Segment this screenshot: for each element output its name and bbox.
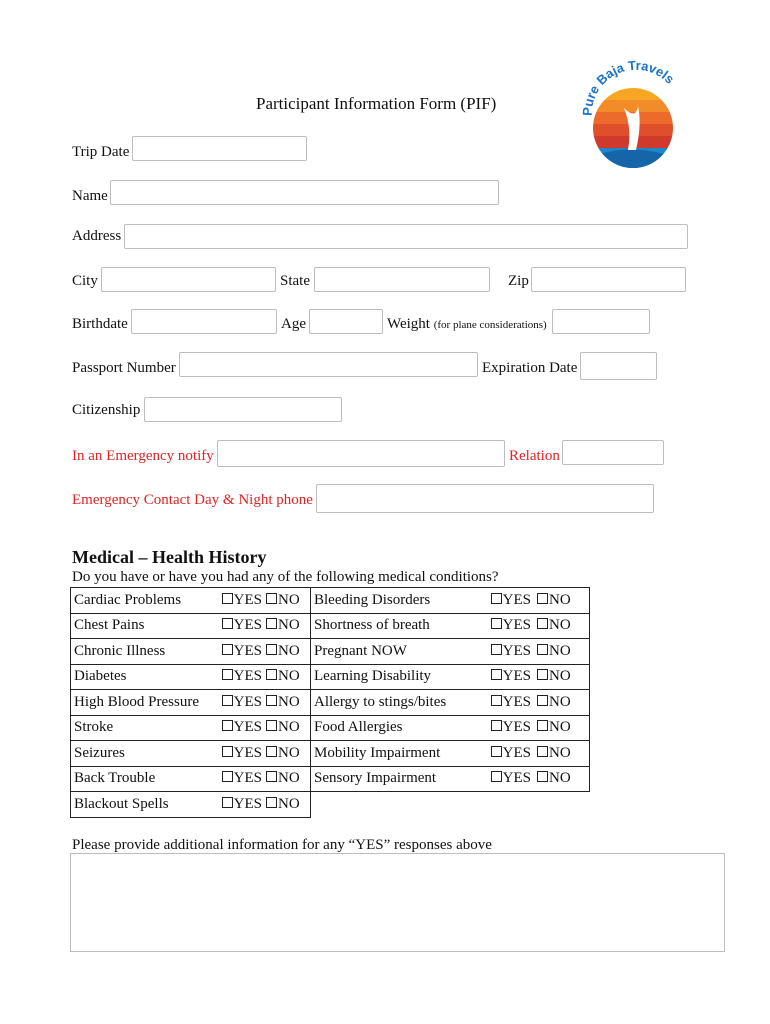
condition-label: Cardiac Problems xyxy=(71,588,200,614)
condition-label: Chronic Illness xyxy=(71,639,200,665)
checkbox-icon[interactable] xyxy=(222,720,233,731)
checkbox-icon[interactable] xyxy=(266,771,277,782)
condition-label: Shortness of breath xyxy=(311,613,465,639)
yes-checkbox[interactable] xyxy=(464,690,535,716)
checkbox-icon[interactable] xyxy=(266,618,277,629)
weight-field[interactable] xyxy=(552,309,650,334)
address-label: Address xyxy=(72,228,122,244)
yes-checkbox[interactable] xyxy=(199,741,266,767)
table-row xyxy=(71,588,590,614)
birthdate-field[interactable] xyxy=(131,309,277,334)
condition-label: Back Trouble xyxy=(71,766,200,792)
yes-checkbox[interactable] xyxy=(199,639,266,665)
condition-label: Diabetes xyxy=(71,664,200,690)
no-checkbox[interactable] xyxy=(266,715,311,741)
condition-label: Mobility Impairment xyxy=(311,741,465,767)
no-checkbox-label: NO xyxy=(549,719,571,736)
checkbox-icon[interactable] xyxy=(537,618,548,629)
form-title: Participant Information Form (PIF) xyxy=(256,94,497,113)
checkbox-icon[interactable] xyxy=(222,593,233,604)
yes-checkbox-label: YES xyxy=(233,668,262,685)
no-checkbox[interactable] xyxy=(535,613,590,639)
weight-label xyxy=(387,316,547,333)
yes-checkbox-label: YES xyxy=(233,744,262,761)
medical-question: Do you have or have you had any of the following medical conditions? xyxy=(72,569,499,585)
checkbox-icon[interactable] xyxy=(537,644,548,655)
checkbox-icon[interactable] xyxy=(266,669,277,680)
yes-checkbox[interactable] xyxy=(199,613,266,639)
condition-label: Bleeding Disorders xyxy=(311,588,465,614)
yes-checkbox-label: YES xyxy=(502,770,531,787)
no-checkbox[interactable] xyxy=(535,664,590,690)
checkbox-icon[interactable] xyxy=(491,720,502,731)
checkbox-icon[interactable] xyxy=(537,771,548,782)
yes-checkbox[interactable] xyxy=(464,766,535,792)
condition-label: Blackout Spells xyxy=(71,792,200,818)
emergency-phone-field[interactable] xyxy=(316,484,654,513)
no-checkbox[interactable] xyxy=(535,715,590,741)
weight-note: (for plane considerations) xyxy=(433,319,547,331)
no-checkbox-label: NO xyxy=(278,617,300,634)
empty-cell xyxy=(311,792,590,818)
yes-checkbox[interactable] xyxy=(464,715,535,741)
state-field[interactable] xyxy=(314,267,490,292)
checkbox-icon[interactable] xyxy=(222,695,233,706)
no-checkbox[interactable] xyxy=(535,639,590,665)
no-checkbox[interactable] xyxy=(266,639,311,665)
svg-text:Pure Baja Travels: Pure Baja Travels xyxy=(580,58,678,117)
weight-label-text: Weight xyxy=(387,316,430,332)
checkbox-icon[interactable] xyxy=(266,695,277,706)
no-checkbox-label: NO xyxy=(278,719,300,736)
checkbox-icon[interactable] xyxy=(491,593,502,604)
table-row xyxy=(71,741,590,767)
relation-label: Relation xyxy=(509,448,560,464)
yes-checkbox[interactable] xyxy=(199,690,266,716)
medical-conditions-table xyxy=(70,587,590,818)
checkbox-icon[interactable] xyxy=(491,746,502,757)
expiration-date-label: Expiration Date xyxy=(482,360,578,376)
checkbox-icon[interactable] xyxy=(222,618,233,629)
checkbox-icon[interactable] xyxy=(266,797,277,808)
yes-checkbox[interactable] xyxy=(199,588,266,614)
table-row xyxy=(71,792,590,818)
address-field[interactable] xyxy=(124,224,688,249)
citizenship-field[interactable] xyxy=(144,397,342,422)
no-checkbox-label: NO xyxy=(278,642,300,659)
no-checkbox-label: NO xyxy=(549,617,571,634)
yes-checkbox-label: YES xyxy=(502,617,531,634)
table-row xyxy=(71,613,590,639)
table-row xyxy=(71,766,590,792)
checkbox-icon[interactable] xyxy=(266,746,277,757)
condition-label: Food Allergies xyxy=(311,715,465,741)
yes-checkbox[interactable] xyxy=(199,792,266,818)
condition-label: Learning Disability xyxy=(311,664,465,690)
no-checkbox-label: NO xyxy=(278,744,300,761)
table-row xyxy=(71,715,590,741)
condition-label: Chest Pains xyxy=(71,613,200,639)
no-checkbox-label: NO xyxy=(549,668,571,685)
trip-date-label: Trip Date xyxy=(72,144,130,160)
no-checkbox[interactable] xyxy=(535,588,590,614)
checkbox-icon[interactable] xyxy=(266,720,277,731)
yes-checkbox-label: YES xyxy=(502,591,531,608)
no-checkbox[interactable] xyxy=(266,613,311,639)
no-checkbox[interactable] xyxy=(535,690,590,716)
no-checkbox[interactable] xyxy=(266,690,311,716)
city-label: City xyxy=(72,273,98,289)
no-checkbox[interactable] xyxy=(535,766,590,792)
additional-info-label: Please provide additional information for any “YES” responses above xyxy=(72,837,492,853)
yes-checkbox-label: YES xyxy=(233,617,262,634)
age-label: Age xyxy=(281,316,306,332)
checkbox-icon[interactable] xyxy=(222,797,233,808)
yes-checkbox[interactable] xyxy=(464,639,535,665)
no-checkbox-label: NO xyxy=(278,668,300,685)
citizenship-label: Citizenship xyxy=(72,402,141,418)
checkbox-icon[interactable] xyxy=(491,669,502,680)
birthdate-label: Birthdate xyxy=(72,316,128,332)
emergency-notify-field[interactable] xyxy=(217,440,505,467)
yes-checkbox-label: YES xyxy=(502,642,531,659)
table-row xyxy=(71,664,590,690)
yes-checkbox[interactable] xyxy=(199,664,266,690)
checkbox-icon[interactable] xyxy=(222,644,233,655)
yes-checkbox-label: YES xyxy=(233,719,262,736)
no-checkbox[interactable] xyxy=(266,664,311,690)
condition-label: Sensory Impairment xyxy=(311,766,465,792)
age-field[interactable] xyxy=(309,309,383,334)
no-checkbox-label: NO xyxy=(549,693,571,710)
yes-checkbox-label: YES xyxy=(233,642,262,659)
checkbox-icon[interactable] xyxy=(537,695,548,706)
checkbox-icon[interactable] xyxy=(537,746,548,757)
checkbox-icon[interactable] xyxy=(537,669,548,680)
no-checkbox-label: NO xyxy=(278,795,300,812)
checkbox-icon[interactable] xyxy=(266,644,277,655)
condition-label: High Blood Pressure xyxy=(71,690,200,716)
checkbox-icon[interactable] xyxy=(537,593,548,604)
yes-checkbox[interactable] xyxy=(464,613,535,639)
checkbox-icon[interactable] xyxy=(537,720,548,731)
yes-checkbox[interactable] xyxy=(199,766,266,792)
checkbox-icon[interactable] xyxy=(491,644,502,655)
state-label: State xyxy=(280,273,310,289)
no-checkbox-label: NO xyxy=(549,591,571,608)
no-checkbox[interactable] xyxy=(266,741,311,767)
table-row xyxy=(71,690,590,716)
emergency-phone-label: Emergency Contact Day & Night phone xyxy=(72,492,313,508)
yes-checkbox-label: YES xyxy=(502,668,531,685)
medical-heading: Medical – Health History xyxy=(72,547,267,567)
yes-checkbox[interactable] xyxy=(464,741,535,767)
passport-number-field[interactable] xyxy=(179,352,478,377)
checkbox-icon[interactable] xyxy=(491,771,502,782)
condition-label: Seizures xyxy=(71,741,200,767)
condition-label: Stroke xyxy=(71,715,200,741)
yes-checkbox[interactable] xyxy=(199,715,266,741)
no-checkbox-label: NO xyxy=(278,770,300,787)
yes-checkbox[interactable] xyxy=(464,664,535,690)
no-checkbox[interactable] xyxy=(266,588,311,614)
no-checkbox[interactable] xyxy=(266,766,311,792)
yes-checkbox-label: YES xyxy=(233,693,262,710)
checkbox-icon[interactable] xyxy=(491,618,502,629)
checkbox-icon[interactable] xyxy=(266,593,277,604)
emergency-notify-label: In an Emergency notify xyxy=(72,448,214,464)
no-checkbox-label: NO xyxy=(549,770,571,787)
yes-checkbox-label: YES xyxy=(233,795,262,812)
no-checkbox[interactable] xyxy=(266,792,311,818)
no-checkbox[interactable] xyxy=(535,741,590,767)
trip-date-field[interactable] xyxy=(132,136,307,161)
condition-label: Allergy to stings/bites xyxy=(311,690,465,716)
city-field[interactable] xyxy=(101,267,276,292)
no-checkbox-label: NO xyxy=(549,744,571,761)
yes-checkbox-label: YES xyxy=(233,770,262,787)
zip-label: Zip xyxy=(508,273,529,289)
expiration-date-field[interactable] xyxy=(580,352,657,380)
yes-checkbox-label: YES xyxy=(233,591,262,608)
name-label: Name xyxy=(72,188,108,204)
checkbox-icon[interactable] xyxy=(222,771,233,782)
name-field[interactable] xyxy=(110,180,499,205)
table-row xyxy=(71,639,590,665)
checkbox-icon[interactable] xyxy=(491,695,502,706)
no-checkbox-label: NO xyxy=(278,591,300,608)
condition-label: Pregnant NOW xyxy=(311,639,465,665)
passport-number-label: Passport Number xyxy=(72,360,176,376)
zip-field[interactable] xyxy=(531,267,686,292)
checkbox-icon[interactable] xyxy=(222,669,233,680)
no-checkbox-label: NO xyxy=(549,642,571,659)
relation-field[interactable] xyxy=(562,440,664,465)
checkbox-icon[interactable] xyxy=(222,746,233,757)
yes-checkbox-label: YES xyxy=(502,744,531,761)
no-checkbox-label: NO xyxy=(278,693,300,710)
yes-checkbox-label: YES xyxy=(502,693,531,710)
yes-checkbox[interactable] xyxy=(464,588,535,614)
company-logo xyxy=(580,58,690,173)
yes-checkbox-label: YES xyxy=(502,719,531,736)
additional-info-textarea[interactable] xyxy=(70,853,725,952)
